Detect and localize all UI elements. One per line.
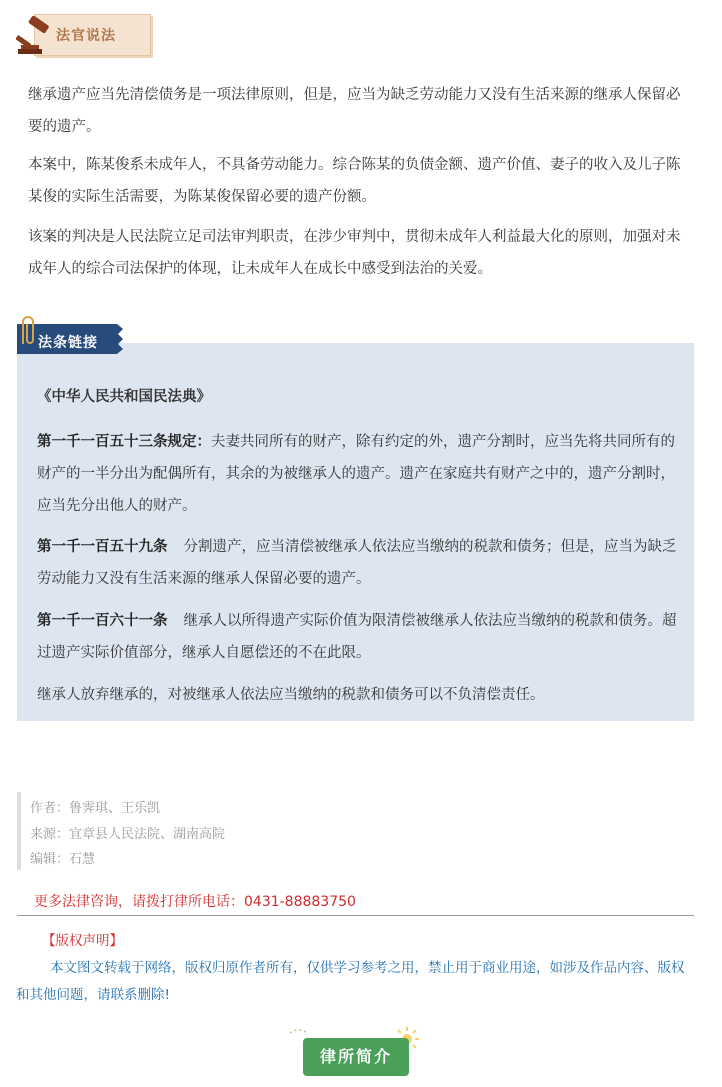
article-1153-text: 夫妻共同所有的财产，除有约定的外，遗产分割时，应当先将共同所有的财产的一半分出为配偶所有，其余的为被继承人的遗产。遗产在家庭共有财产之中的，遗产分割时，应当先分出他人的财产。 <box>37 434 675 514</box>
judge-says-tag <box>16 10 140 58</box>
article-1161-title: 第一千一百六十一条 <box>37 613 168 629</box>
article-1153 <box>37 426 677 522</box>
civil-code-title: 《中华人民共和国民法典》 <box>37 389 211 405</box>
paperclip-icon <box>17 314 37 348</box>
divider <box>17 915 694 916</box>
article-1153-title: 第一千一百五十三条规定： <box>37 434 211 450</box>
law-closing: 继承人放弃继承的，对被继承人依法应当缴纳的税款和债务可以不负清偿责任。 <box>37 687 545 703</box>
author-line: 作者：鲁霁琪、王乐凯 <box>30 801 161 816</box>
source-line: 来源：宜章县人民法院、湖南高院 <box>30 827 226 842</box>
firm-intro-button[interactable]: 律所简介 <box>303 1038 409 1076</box>
article-1159 <box>37 531 677 595</box>
law-tag-label: 法条链接 <box>38 335 98 351</box>
article-1159-text: 分割遗产，应当清偿被继承人依法应当缴纳的税款和债务；但是，应当为缺乏劳动能力又没有生活来源的继承人保留必要的遗产。 <box>37 539 677 587</box>
law-link-tag <box>17 314 129 354</box>
paragraph-2: 本案中，陈某俊系未成年人，不具备劳动能力。综合陈某的负债金额、遗产价值、妻子的收入及儿子陈某俊的实际生活需要，为陈某俊保留必要的遗产份额。 <box>28 157 681 205</box>
gavel-icon <box>16 16 56 56</box>
article-1161 <box>37 605 677 669</box>
hotline-text: 更多法律咨询，请拨打律所电话：0431-88883750 <box>34 894 356 910</box>
judge-tag-label: 法官说法 <box>56 28 116 44</box>
copyright-title: 【版权声明】 <box>42 933 123 949</box>
article-1161-text: 继承人以所得遗产实际价值为限清偿被继承人依法应当缴纳的税款和债务。超过遗产实际价值部分，继承人自愿偿还的不在此限。 <box>37 613 677 661</box>
paragraph-1: 继承遗产应当先清偿债务是一项法律原则，但是，应当为缺乏劳动能力又没有生活来源的继承人保留必要的遗产。 <box>28 87 681 135</box>
article-1159-title: 第一千一百五十九条 <box>37 539 168 555</box>
meta-bar <box>17 792 21 870</box>
copyright-body: 本文图文转载于网络，版权归原作者所有，仅供学习参考之用，禁止用于商业用途，如涉及作品内容、版权和其他问题，请联系删除! <box>16 960 685 1003</box>
editor-line: 编辑：石慧 <box>30 852 96 867</box>
paragraph-3: 该案的判决是人民法院立足司法审判职责，在涉少审判中，贯彻未成年人利益最大化的原则，加强对未成年人的综合司法保护的体现，让未成年人在成长中感受到法治的关爱。 <box>28 229 681 277</box>
